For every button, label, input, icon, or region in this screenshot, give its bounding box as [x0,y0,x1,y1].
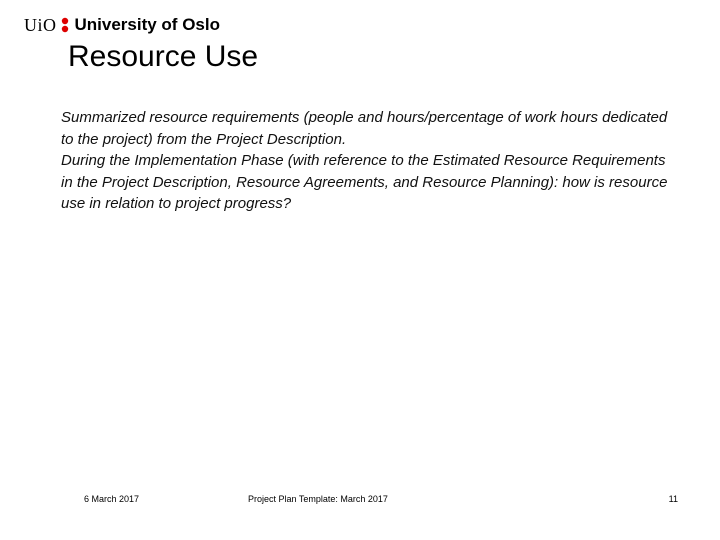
logo-dots-icon [61,17,69,33]
footer-title: Project Plan Template: March 2017 [248,494,388,504]
footer-page-number: 11 [668,494,678,504]
slide-body [61,107,681,215]
university-logo [24,14,220,36]
logo-university-name: University of Oslo [74,15,220,34]
slide-title: Resource Use [68,40,259,73]
footer-date: 6 March 2017 [84,494,140,504]
body-paragraph-2: During the Implementation Phase (with reference to the Estimated Resource Requirements in the Project Description, Resource Agreements, and Resource Planning): how is resource use in relation to project progress? [61,152,668,212]
logo-uio-text: UiO [24,14,57,35]
body-paragraph-1: Summarized resource requirements (people and hours/percentage of work hours dedicated to the project) from the Project Description. [61,109,668,148]
